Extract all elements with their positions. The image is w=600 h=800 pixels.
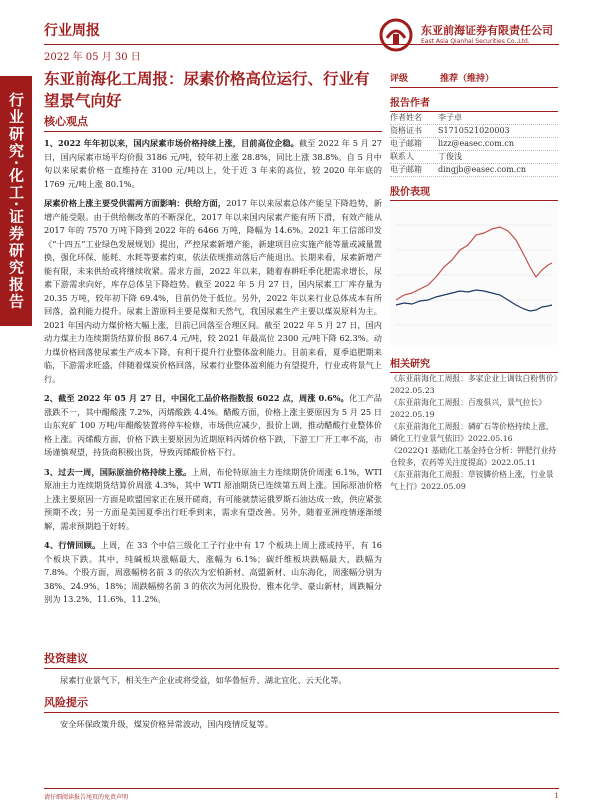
paragraph: 尿素价格上涨主要受供需两方面影响：供给方面，2017 年以来尿素总体产能呈下降趋势，新增产能受限。由于供给侧改革的不断深化，2017 年以来国内尿素产能有所下滑，有效产能从 2017 年的 7570 万吨下降到 2022 年的 6466 万吨，降幅为 14.6%。2021 年工信部印发《“十四五”工业绿色发展规划》提出，严控尿素新增产能，新建项目应实施产能等量或减量置换，强化环保、能耗、水耗等要素约束，依法依规推动落后产能退出。长期来看，尿素新增产能有限，未来供给或将继续收紧。需求方面，2022 年以来，随着春耕旺季化肥需求增长，尿素下游需求向好，库存总体呈下降趋势。截至 2022 年 5 月 27 日，国内尿素工厂库存量为 20.35 万吨，较年初下降 69.4%，目前仍处于低位。另外，2022 年以来行业总体成本有所回落，盈利能力提升。尿素上游原料主要是煤和天然气，我国尿素生产主要以煤炭原料为主。2021 年国内动力煤价格大幅上涨，目前已回落至合理区间。截至 2022 年 5 月 27 日，国内动力煤主力连续期货结算价报 867.4 元/吨，较 2021 年最高位 2300 元/吨下降 62.3%。动力煤价格回落使尿素生产成本下降，有利于提升行业整体盈利能力。目前来看，夏季追肥期来临，下游需求旺盛，伴随着煤炭价格回落，尿素行业整体盈利能力有望提升，行业或将景气上行。 bbox=[44, 198, 382, 384]
investment-text: 尿素行业景气下，相关生产企业或将受益，如华鲁恒升、湖北宜化、云天化等。 bbox=[60, 675, 347, 685]
author-row: 电子邮箱 lizz@easec.com.cn bbox=[390, 138, 558, 151]
trend-heading: 股价表现 bbox=[390, 183, 558, 201]
author-row: 电子邮箱 dingjb@easec.com.cn bbox=[390, 164, 558, 177]
related-item[interactable]: 《东亚前海化工周报：百废俱兴，景气拉长》2022.05.19 bbox=[390, 398, 546, 419]
paragraph: 2、截至 2022 年 05 月 27 日，中国化工品价格指数报 6022 点，周涨 0.6%。化工产品涨跌不一，其中醋酸涨 7.2%，丙烯酸跌 4.4%。醋酸方面，价格上涨主要原因为 5 月 25 日山东兖矿 100 万吨/年醋酸装置将停车检修，市场供应减少，报价上调，推动醋酸行业整体价格上涨。丙烯酸方面，价格下跌主要原因为近期原料丙烯价格下跌，下游工厂开工率不高，市场谨慎观望，持货商积极出货，导致丙烯酸价格下行。 bbox=[44, 393, 382, 457]
report-type: 行业周报 bbox=[44, 23, 100, 39]
related-item[interactable]: 《东亚前海化工周报：草铵膦价格上涨，行业景气上行》2022.05.09 bbox=[390, 470, 554, 491]
right-column bbox=[390, 68, 558, 493]
logo-name-en: East Asia Qianhai Securities Co.,Ltd. bbox=[421, 38, 530, 45]
risk-text: 安全环保政策升级，煤炭价格异常波动，国内疫情反复等。 bbox=[60, 718, 273, 729]
author-row: 联系人 丁俊浅 bbox=[390, 151, 558, 164]
page-number: 1 bbox=[554, 792, 559, 800]
logo-name-cn: 东亚前海证券有限责任公司 bbox=[421, 24, 553, 37]
page-header bbox=[44, 14, 559, 63]
paragraph: 3、过去一周，国际原油价格持续上涨。上周，布伦特原油主力连续期货价周涨 6.1%，WTI 原油主力连续期货结算价周涨 4.3%，其中 WTI 原油期货已连续第五周上涨。国际原油价格上涨主要原因一方面是欧盟国家正在展开磋商，有可能就禁运俄罗斯石油达成一致，供应紧张预期不改；另一方面是美国夏季出行旺季到来，需求有望改善。另外，随着亚洲疫情逐渐缓解，需求预期趋于好转。 bbox=[44, 466, 382, 531]
rating-row bbox=[390, 68, 558, 88]
vertical-sidebar bbox=[0, 76, 32, 326]
stock-trend-chart bbox=[390, 205, 558, 345]
logo-mark-icon bbox=[379, 18, 413, 52]
related-item[interactable]: 《东亚前海化工周报：磷矿石等价格持续上涨，磷化工行业景气依旧》2022.05.16 bbox=[390, 422, 554, 443]
company-logo bbox=[379, 18, 559, 54]
risk-heading: 风险提示 bbox=[44, 694, 559, 713]
report-title: 东亚前海化工周报：尿素价格高位运行、行业有望景气向好 bbox=[44, 69, 370, 110]
authors-heading: 报告作者 bbox=[390, 94, 558, 112]
author-row: 作者姓名 李子卓 bbox=[390, 112, 558, 125]
rating-value: 推荐（维持） bbox=[440, 74, 495, 84]
related-item[interactable]: 《东亚前海化工周报：多家企业上调钛白粉售价》2022.05.23 bbox=[390, 374, 558, 395]
rating-label: 评级 bbox=[390, 74, 409, 84]
related-heading: 相关研究 bbox=[390, 355, 558, 373]
paragraph: 4、行情回顾。上周，在 33 个中信三级化工子行业中有 17 个板块上周上涨或持平，有 16 个板块下跌。其中，纯碱板块涨幅最大，涨幅为 6.1%；碳纤维板块跌幅最大，跌幅为 7.8%。个股方面，周涨幅榜名前 3 的依次为宏柏新材、高盟新材、山东海化，周涨幅分别为 38%、24.9%、18%；周跌幅榜名前 3 的依次为河化股份、雅本化学、豪山新材，周跌幅分别为 13.2%、11.6%、11.2%。 bbox=[44, 540, 382, 604]
author-row: 资格证书 S1710521020003 bbox=[390, 125, 558, 138]
core-views-heading: 核心观点 bbox=[44, 113, 382, 132]
report-date: 2022 年 05 月 30 日 bbox=[44, 52, 141, 63]
sidebar-text: 行业研究·化工·证券研究报告 bbox=[7, 92, 25, 311]
investment-heading: 投资建议 bbox=[44, 650, 559, 669]
footer-disclaimer: 请仔细阅读报告尾页的免责声明 bbox=[44, 794, 129, 800]
page-footer bbox=[44, 788, 559, 800]
related-item[interactable]: 《2022Q1 基础化工基金持仓分析：钾肥行业持仓较多，农药等关注度提高》2022.05.11 bbox=[390, 446, 557, 467]
paragraph: 1、2022 年年初以来，国内尿素市场价格持续上涨，目前高位企稳。截至 2022 年 5 月 27 日，国内尿素市场平均价报 3186 元/吨，较年初上涨 28.8%，同比上涨 38.8%。自 5 月中旬以来尿素价格一直维持在 3100 元/吨以上，处于近 3 年来的高位，较 2020 年年底的 1769 元/吨上涨 80.1%。 bbox=[44, 138, 382, 189]
core-views bbox=[44, 113, 382, 613]
bottom-sections bbox=[44, 650, 559, 737]
